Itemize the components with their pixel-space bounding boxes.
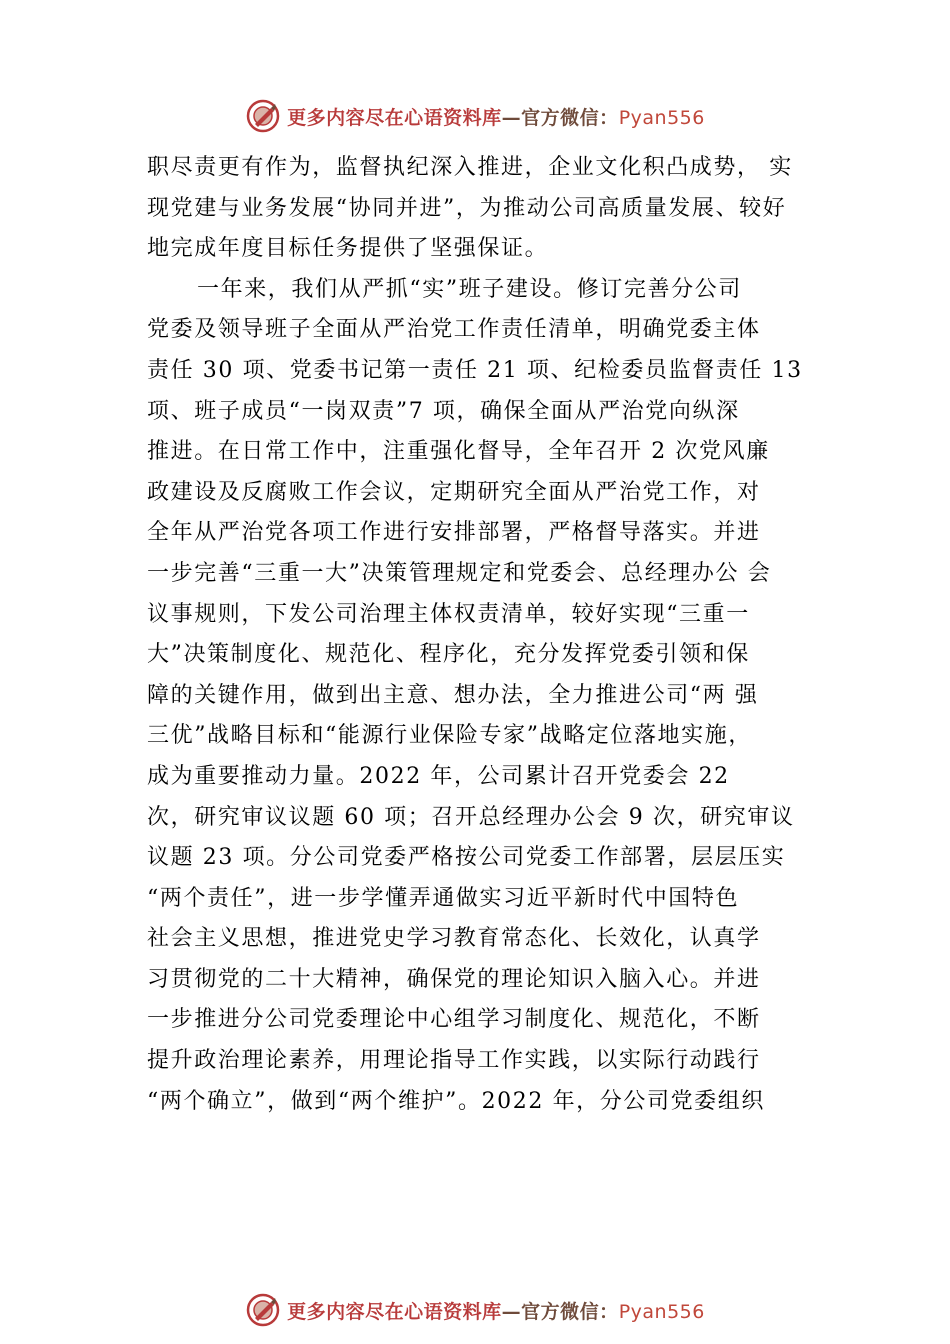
body-line: 障的关键作用，做到出主意、想办法，全力推进公司“两 强 — [147, 682, 759, 708]
body-line: 大”决策制度化、规范化、程序化，充分发挥党委引领和保 — [147, 642, 750, 668]
body-line: 议题 23 项。分公司党委严格按公司党委工作部署，层层压实 — [147, 845, 786, 871]
body-line: 习贯彻党的二十大精神，确保党的理论知识入脑入心。并进 — [147, 966, 761, 992]
body-line: 一步完善“三重一大”决策管理规定和党委会、总经理办公 会 — [147, 560, 772, 586]
footer-banner-sub: —官方微信： — [501, 1300, 619, 1323]
header-banner-text — [287, 103, 705, 130]
body-line: 党委及领导班子全面从严治党工作责任清单，明确党委主体 — [147, 317, 761, 343]
header-banner-sub: —官方微信： — [501, 106, 619, 129]
body-line: 一步推进分公司党委理论中心组学习制度化、规范化，不断 — [147, 1007, 761, 1033]
body-line: 现党建与业务发展“协同并进”，为推动公司高质量发展、较好 — [147, 195, 787, 221]
body-line: 地完成年度目标任务提供了坚强保证。 — [147, 236, 549, 262]
body-line: 推进。在日常工作中，注重强化督导，全年召开 2 次党风廉 — [147, 439, 770, 465]
body-line: 全年从严治党各项工作进行安排部署，严格督导落实。并进 — [147, 520, 761, 546]
header-banner — [0, 96, 950, 136]
footer-banner — [0, 1290, 950, 1330]
header-banner-id: Pyan556 — [618, 106, 705, 129]
footer-banner-id: Pyan556 — [618, 1300, 705, 1323]
body-line: 职尽责更有作为，监督执纪深入推进，企业文化积凸成势， 实 — [147, 155, 793, 180]
brand-logo-icon — [245, 1292, 281, 1328]
body-line: 成为重要推动力量。2022 年，公司累计召开党委会 22 — [147, 763, 730, 789]
footer-banner-main: 更多内容尽在心语资料库 — [287, 1300, 502, 1323]
footer-banner-text — [287, 1297, 705, 1324]
brand-logo-icon — [245, 98, 281, 134]
body-line: 项、班子成员“一岗双责”7 项，确保全面从严治党向纵深 — [147, 398, 740, 424]
body-line: 三优”战略目标和“能源行业保险专家”战略定位落地实施， — [147, 723, 752, 749]
body-line: 社会主义思想，推进党史学习教育常态化、长效化，认真学 — [147, 926, 761, 952]
body-line: 次，研究审议议题 60 项；召开总经理办公会 9 次，研究审议 — [147, 804, 795, 830]
body-line: 政建设及反腐败工作会议，定期研究全面从严治党工作，对 — [147, 479, 761, 505]
body-line: “两个确立”，做到“两个维护”。2022 年，分公司党委组织 — [147, 1088, 765, 1114]
header-banner-main: 更多内容尽在心语资料库 — [287, 106, 502, 129]
paragraph-first-line: 一年来，我们从严抓“实”班子建设。修订完善分公司 — [197, 276, 742, 302]
body-line: 责任 30 项、党委书记第一责任 21 项、纪检委员监督责任 13 — [147, 357, 803, 383]
body-line: 议事规则，下发公司治理主体权责清单，较好实现“三重一 — [147, 601, 750, 627]
document-body — [147, 148, 817, 1122]
body-line: “两个责任”，进一步学懂弄通做实习近平新时代中国特色 — [147, 885, 740, 911]
body-line: 提升政治理论素养，用理论指导工作实践，以实际行动践行 — [147, 1048, 761, 1074]
